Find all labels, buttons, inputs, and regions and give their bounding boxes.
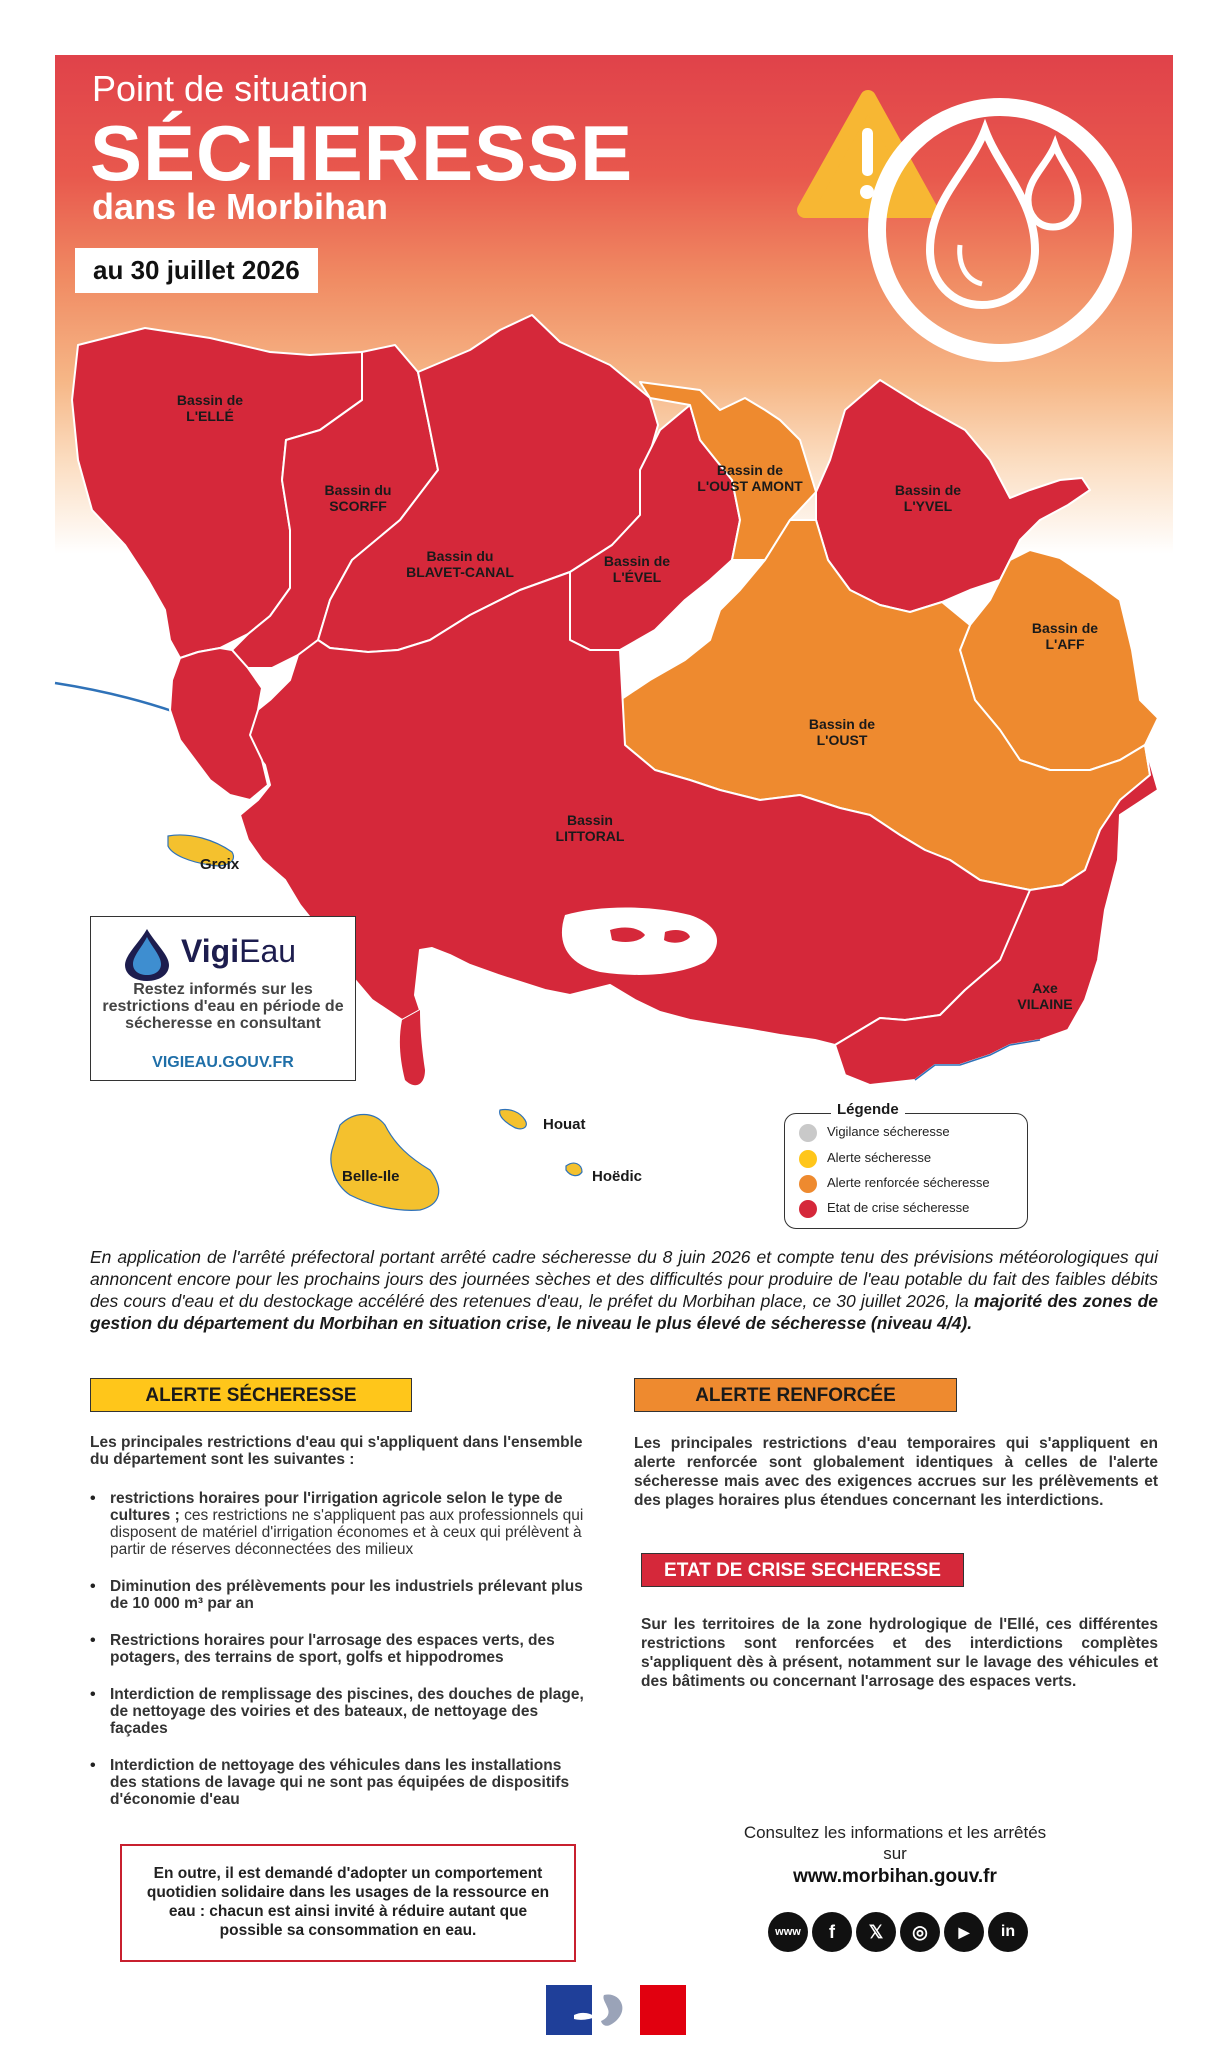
label-basin-evel: Bassin de L'ÉVEL — [603, 553, 671, 585]
badge-alerte-renforcee: ALERTE RENFORCÉE — [634, 1378, 957, 1412]
list-item: • restrictions horaires pour l'irrigation agricole selon le type de cultures ; ces restrictions ne s'appliquent pas aux professionnels qui disposent de matériel d'irrigation économes et à ceux qui prélèvent à partir de réserves déconnectées des milieux — [110, 1490, 590, 1558]
vigieau-box — [90, 916, 356, 1081]
list-item: • Interdiction de remplissage des piscines, des douches de plage, de nettoyage des voiries et des bateaux, de nettoyage des façades — [110, 1686, 590, 1737]
facebook-icon[interactable]: f — [812, 1912, 852, 1952]
label-island-groix: Groix — [200, 856, 240, 873]
legend-item-vigilance: Vigilance sécheresse — [815, 1124, 950, 1139]
label-basin-blavet: Bassin du BLAVET-CANAL — [406, 548, 514, 580]
instagram-icon[interactable]: ◎ — [900, 1912, 940, 1952]
list-item: • Restrictions horaires pour l'arrosage des espaces verts, des potagers, des terrains de sport, golfs et hippodromes — [110, 1632, 590, 1666]
legend-item-alerte: Alerte sécheresse — [815, 1150, 931, 1165]
republique-francaise-logo — [546, 1985, 686, 2035]
water-drop-icon — [877, 107, 1123, 353]
legend-swatch — [799, 1175, 817, 1193]
basin-littoral-west — [170, 648, 268, 800]
alerte-list — [90, 1490, 590, 1808]
header-subtitle: Point de situation — [92, 68, 369, 109]
solidarity-warning-box: En outre, il est demandé d'adopter un comportement quotidien solidaire dans les usages de la ressource en eau : chacun est ainsi invité à réduire autant que possible sa consommation en eau. — [120, 1844, 576, 1962]
legend-item-renforcee: Alerte renforcée sécheresse — [815, 1175, 990, 1190]
label-basin-elle: Bassin de L'ELLÉ — [176, 392, 244, 424]
island-hoedic — [566, 1163, 582, 1176]
label-island-belle-ile: Belle-Ile — [342, 1168, 400, 1185]
presquile-quiberon — [400, 1010, 425, 1085]
legend-swatch — [799, 1150, 817, 1168]
badge-alerte-secheresse: ALERTE SÉCHERESSE — [90, 1378, 412, 1412]
renforcee-text: Les principales restrictions d'eau temporaires qui s'appliquent en alerte renforcée sont globalement identiques à celles de l'alerte sécheresse mais avec des exigences accrues sur les prélèvements et des plages horaires plus étendues concernant les interdictions. — [634, 1435, 1158, 1509]
label-basin-littoral: Bassin LITTORAL — [555, 812, 625, 844]
legend-swatch — [799, 1124, 817, 1142]
intro-paragraph: En application de l'arrêté préfectoral portant arrêté cadre sécheresse du 8 juin 2026 et compte tenu des prévisions météorologiques qui annoncent encore pour les prochains jours des journées sèches et des difficultés pour produire de l'eau potable du fait des faibles débits des cours d'eau et du destockage accéléré des retenues d'eau, le préfet du Morbihan place, ce 30 juillet 2026, la majorité des zones de gestion du département du Morbihan en situation crise, le niveau le plus élevé de sécheresse (niveau 4/4). — [90, 1247, 1158, 1333]
vigieau-brand: VigiEau — [181, 933, 297, 969]
island-houat — [500, 1109, 527, 1128]
label-basin-oust-amont: Bassin de L'OUST AMONT — [697, 462, 803, 494]
linkedin-icon[interactable]: in — [988, 1912, 1028, 1952]
consult-text: Consultez les informations et les arrêtés sur — [743, 1823, 1047, 1863]
header-title: SÉCHERESSE — [90, 109, 634, 197]
label-island-houat: Houat — [543, 1116, 586, 1133]
label-basin-scorff: Bassin du SCORFF — [324, 482, 392, 514]
vigieau-text: Restez informés sur les restrictions d'eau en période de sécheresse en consultant — [102, 981, 344, 1032]
label-axe-vilaine: Axe VILAINE — [1017, 980, 1073, 1012]
label-basin-yvel: Bassin de L'YVEL — [894, 482, 962, 514]
label-island-hoedic: Hoëdic — [592, 1168, 643, 1185]
label-basin-aff: Bassin de L'AFF — [1031, 620, 1099, 652]
morbihan-website-link[interactable]: www.morbihan.gouv.fr — [793, 1866, 997, 1887]
date-chip: au 30 juillet 2026 — [75, 248, 318, 293]
list-item: • Interdiction de nettoyage des véhicules dans les installations des stations de lavage qui ne sont pas équipées de dispositifs d'économie d'eau — [110, 1757, 590, 1808]
label-basin-oust: Bassin de L'OUST — [808, 716, 876, 748]
crise-text: Sur les territoires de la zone hydrologique de l'Ellé, ces différentes restrictions sont renforcées et des interdictions complètes s'appliquent dès à présent, notamment sur le lavage des véhicules et des bâtiments ou concernant l'arrosage des espaces verts. — [641, 1616, 1158, 1690]
vigieau-drop-icon — [121, 927, 173, 981]
list-item: • Diminution des prélèvements pour les industriels prélevant plus de 10 000 m³ par an — [110, 1578, 590, 1612]
badge-etat-de-crise: ETAT DE CRISE SECHERESSE — [641, 1553, 964, 1587]
www-icon[interactable]: www — [768, 1912, 808, 1952]
legend-swatch — [799, 1200, 817, 1218]
island-belle-ile — [331, 1114, 439, 1210]
header-subtitle-2: dans le Morbihan — [92, 186, 389, 227]
vigieau-link[interactable]: VIGIEAU.GOUV.FR — [152, 1054, 294, 1071]
alerte-section — [90, 1434, 590, 1828]
legend-title: Légende — [831, 1101, 905, 1118]
youtube-icon[interactable]: ▶ — [944, 1912, 984, 1952]
golfe-du-morbihan — [562, 908, 717, 975]
map-legend — [784, 1113, 1028, 1229]
x-icon[interactable]: 𝕏 — [856, 1912, 896, 1952]
legend-item-crise: Etat de crise sécheresse — [815, 1200, 969, 1215]
alerte-intro: Les principales restrictions d'eau qui s'appliquent dans l'ensemble du département sont les suivantes : — [90, 1434, 583, 1468]
